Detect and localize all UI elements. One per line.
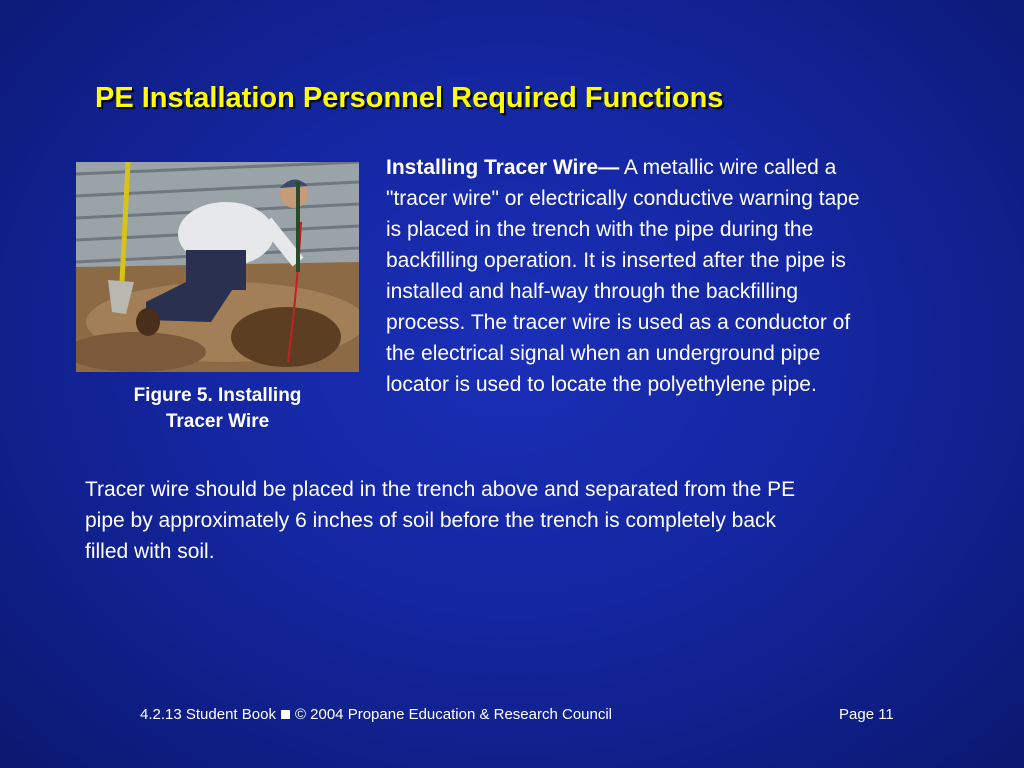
paragraph1-line8: locator is used to locate the polyethylene pipe. — [386, 373, 817, 396]
figure-caption — [76, 383, 359, 435]
paragraph1-line6: process. The tracer wire is used as a conductor of — [386, 311, 851, 334]
slide-footer — [140, 706, 900, 728]
footer-copyright: © 2004 Propane Education & Research Council — [294, 706, 613, 723]
paragraph2-line2: pipe by approximately 6 inches of soil before the trench is completely back — [85, 509, 777, 532]
paragraph1-line7: the electrical signal when an underground pipe — [386, 342, 821, 365]
footer-page-number: Page 11 — [839, 706, 894, 723]
paragraph1-line5: installed and half-way through the backfilling — [386, 280, 799, 303]
slide-title: PE Installation Personnel Required Functions — [95, 82, 724, 114]
paragraph1-line3: is placed in the trench with the pipe during the — [386, 218, 814, 241]
figure-caption-line1: Figure 5. Installing — [133, 385, 302, 406]
tracer-wire-photo — [76, 162, 359, 372]
tracer-wire-placement-paragraph — [85, 474, 985, 567]
footer-left — [140, 706, 612, 723]
tracer-wire-paragraph — [386, 152, 976, 400]
paragraph1-line4: backfilling operation. It is inserted after the pipe is — [386, 249, 846, 272]
paragraph1-line1: A metallic wire called a — [619, 156, 837, 179]
square-bullet-icon — [281, 710, 290, 719]
paragraph2-line3: filled with soil. — [85, 540, 215, 563]
paragraph2-line1: Tracer wire should be placed in the trench above and separated from the PE — [85, 478, 796, 501]
paragraph1-line2: "tracer wire" or electrically conductive warning tape — [386, 187, 860, 210]
paragraph-heading: Installing Tracer Wire— — [386, 156, 620, 179]
figure-caption-line2: Tracer Wire — [165, 411, 270, 432]
footer-book-label: 4.2.13 Student Book — [140, 706, 276, 723]
